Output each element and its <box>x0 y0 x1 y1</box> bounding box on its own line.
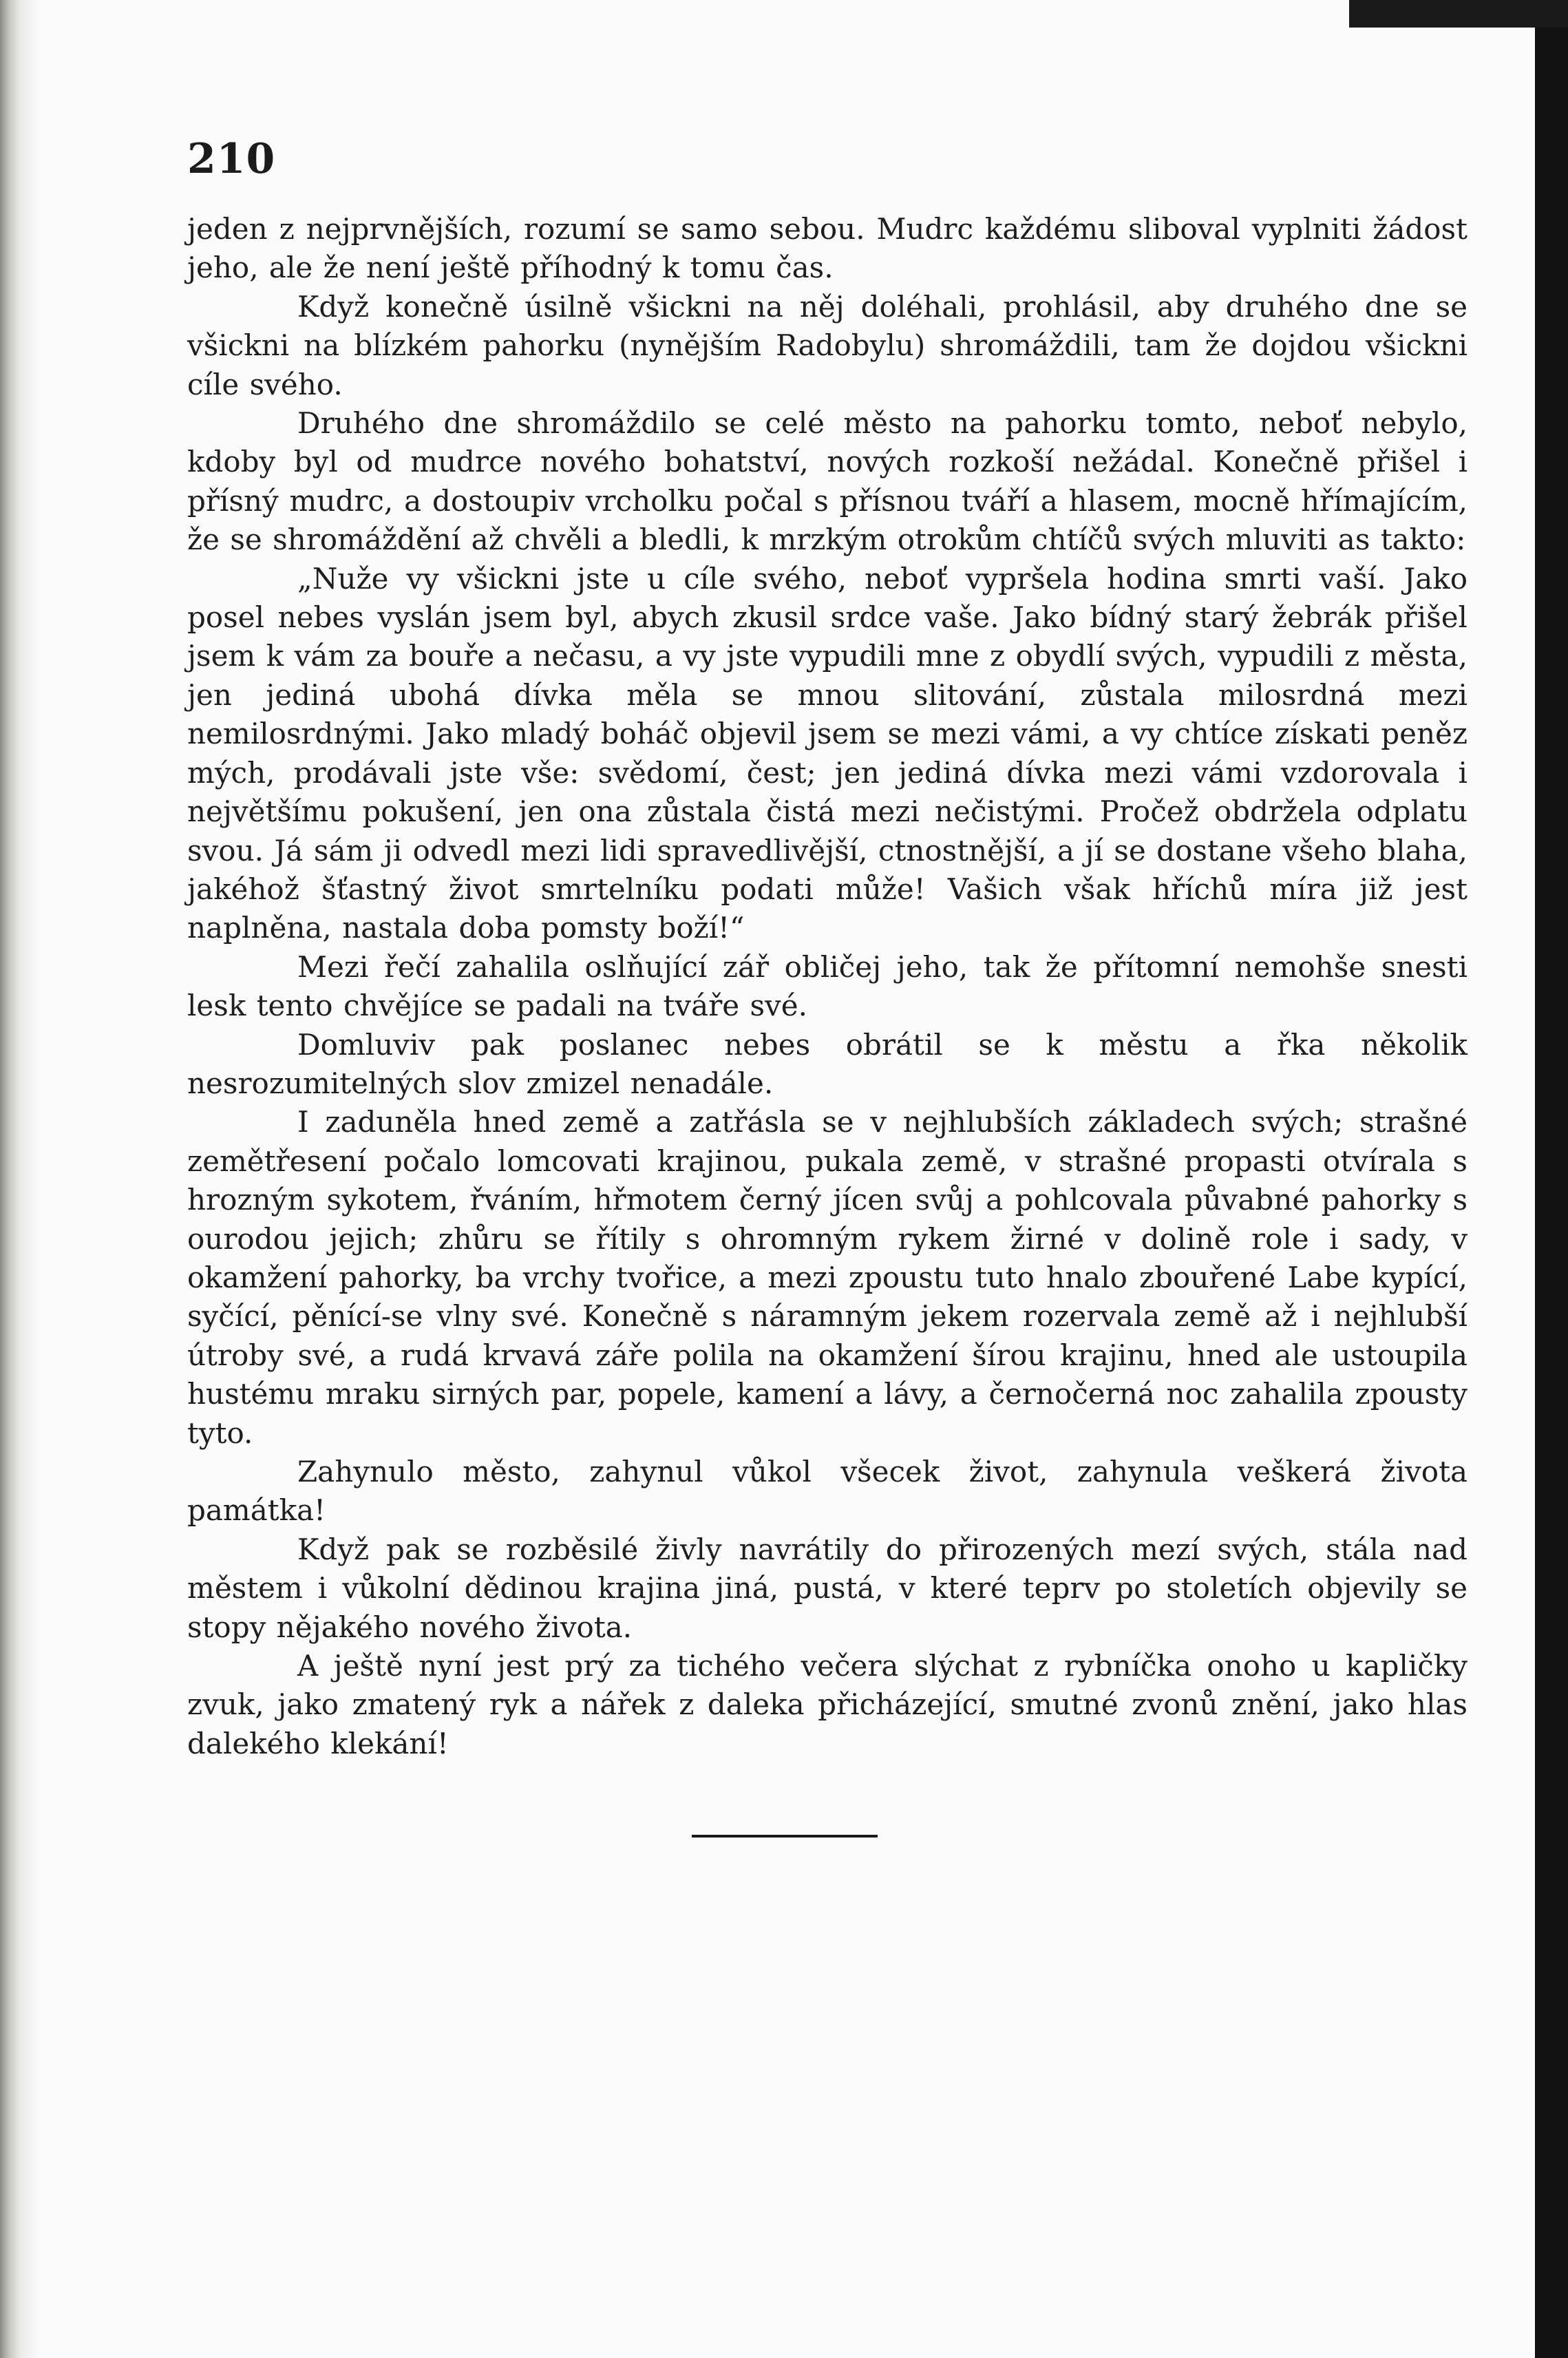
scan-border-right <box>1535 28 1568 2358</box>
paragraph-3: Druhého dne shromáždilo se celé město na pahorku tomto, neboť nebylo, kdoby byl od mudrce nového bohatství, nových rozkoší nežádal. Konečně přišel i přísný mudrc, a dostoupiv vrcholku počal s přísnou tváří a hlasem, mocně hřímajícím, že se shromáždění až chvěli a bledli, k mrzkým otrokům chtíčů svých mluviti as takto: <box>187 406 1468 557</box>
paragraph-1: jeden z nejprvnějších, rozumí se samo sebou. Mudrc každému sliboval vyplniti žádost jeho, ale že není ještě příhodný k tomu čas. <box>187 212 1468 285</box>
paragraph-9: Když pak se rozběsilé živly navrátily do přirozených mezí svých, stála nad městem i vůkolní dědinou krajina jiná, pustá, v které teprv po stoletích objevily se stopy nějakého nového života. <box>187 1532 1468 1644</box>
paragraph-10: A ještě nyní jest prý za tichého večera slýchat z rybníčka onoho u kapličky zvuk, jako zmatený ryk a nářek z daleka přicházející, smutné zvonů znění, jako hlas dalekého klekání! <box>187 1649 1468 1760</box>
paragraph-6: Domluviv pak poslanec nebes obrátil se k městu a řka několik nesrozumitelných slov zmizel nenadále. <box>187 1027 1468 1100</box>
body-text <box>187 210 1468 1763</box>
scan-border-top <box>1349 0 1568 28</box>
page-number: 210 <box>187 135 276 183</box>
paragraph-5: Mezi řečí zahalila oslňující zář obličej jeho, tak že přítomní nemohše snesti lesk tento chvějíce se padali na tváře své. <box>187 949 1468 1023</box>
paragraph-4: „Nuže vy všickni jste u cíle svého, neboť vypršela hodina smrti vaší. Jako posel nebes vyslán jsem byl, abych zkusil srdce vaše. Jako bídný starý žebrák přišel jsem k vám za bouře a nečasu, a vy jste vypudili mne z obydlí svých, vypudili z města, jen jediná ubohá dívka měla se mnou slitování, zůstala milosrdná mezi nemilosrdnými. Jako mladý boháč objevil jsem se mezi vámi, a vy chtíce získati peněz mých, prodávali jste vše: svědomí, čest; jen jediná dívka mezi vámi vzdorovala i největšímu pokušení, jen ona zůstala čistá mezi nečistými. Pročež obdržela odplatu svou. Já sám ji odvedl mezi lidi spravedlivější, ctnostnější, a jí se dostane všeho blaha, jakéhož šťastný život smrtelníku podati může! Vašich však hříchů míra již jest naplněna, nastala doba pomsty boží!“ <box>187 561 1468 945</box>
paragraph-8: Zahynulo město, zahynul vůkol všecek život, zahynula veškerá života památka! <box>187 1455 1468 1528</box>
paragraph-7: I zaduněla hned země a zatřásla se v nejhlubších základech svých; strašné zemětřesení počalo lomcovati krajinou, pukala země, v strašné propasti otvírala s hrozným sykotem, řváním, hřmotem černý jícen svůj a pohlcovala půvabné pahorky s ourodou jejich; zhůru se řítily s ohromným rykem žirné v dolině role i sady, v okamžení pahorky, ba vrchy tvořice, a mezi zpoustu tuto hnalo zbouřené Labe kypící, syčící, pěnící-se vlny své. Konečně s náramným jekem rozervala země až i nejhlubší útroby své, a rudá krvavá záře polila na okamžení šírou krajinu, hned ale ustoupila hustému mraku sirných par, popele, kamení a lávy, a černočerná noc zahalila zpousty tyto. <box>187 1105 1468 1450</box>
page-left-edge <box>0 0 39 2358</box>
paragraph-2: Když konečně úsilně všickni na něj doléhali, prohlásil, aby druhého dne se všickni na blízkém pahorku (nynějším Radobylu) shromáždili, tam že dojdou všickni cíle svého. <box>187 289 1468 401</box>
end-rule <box>692 1835 878 1838</box>
